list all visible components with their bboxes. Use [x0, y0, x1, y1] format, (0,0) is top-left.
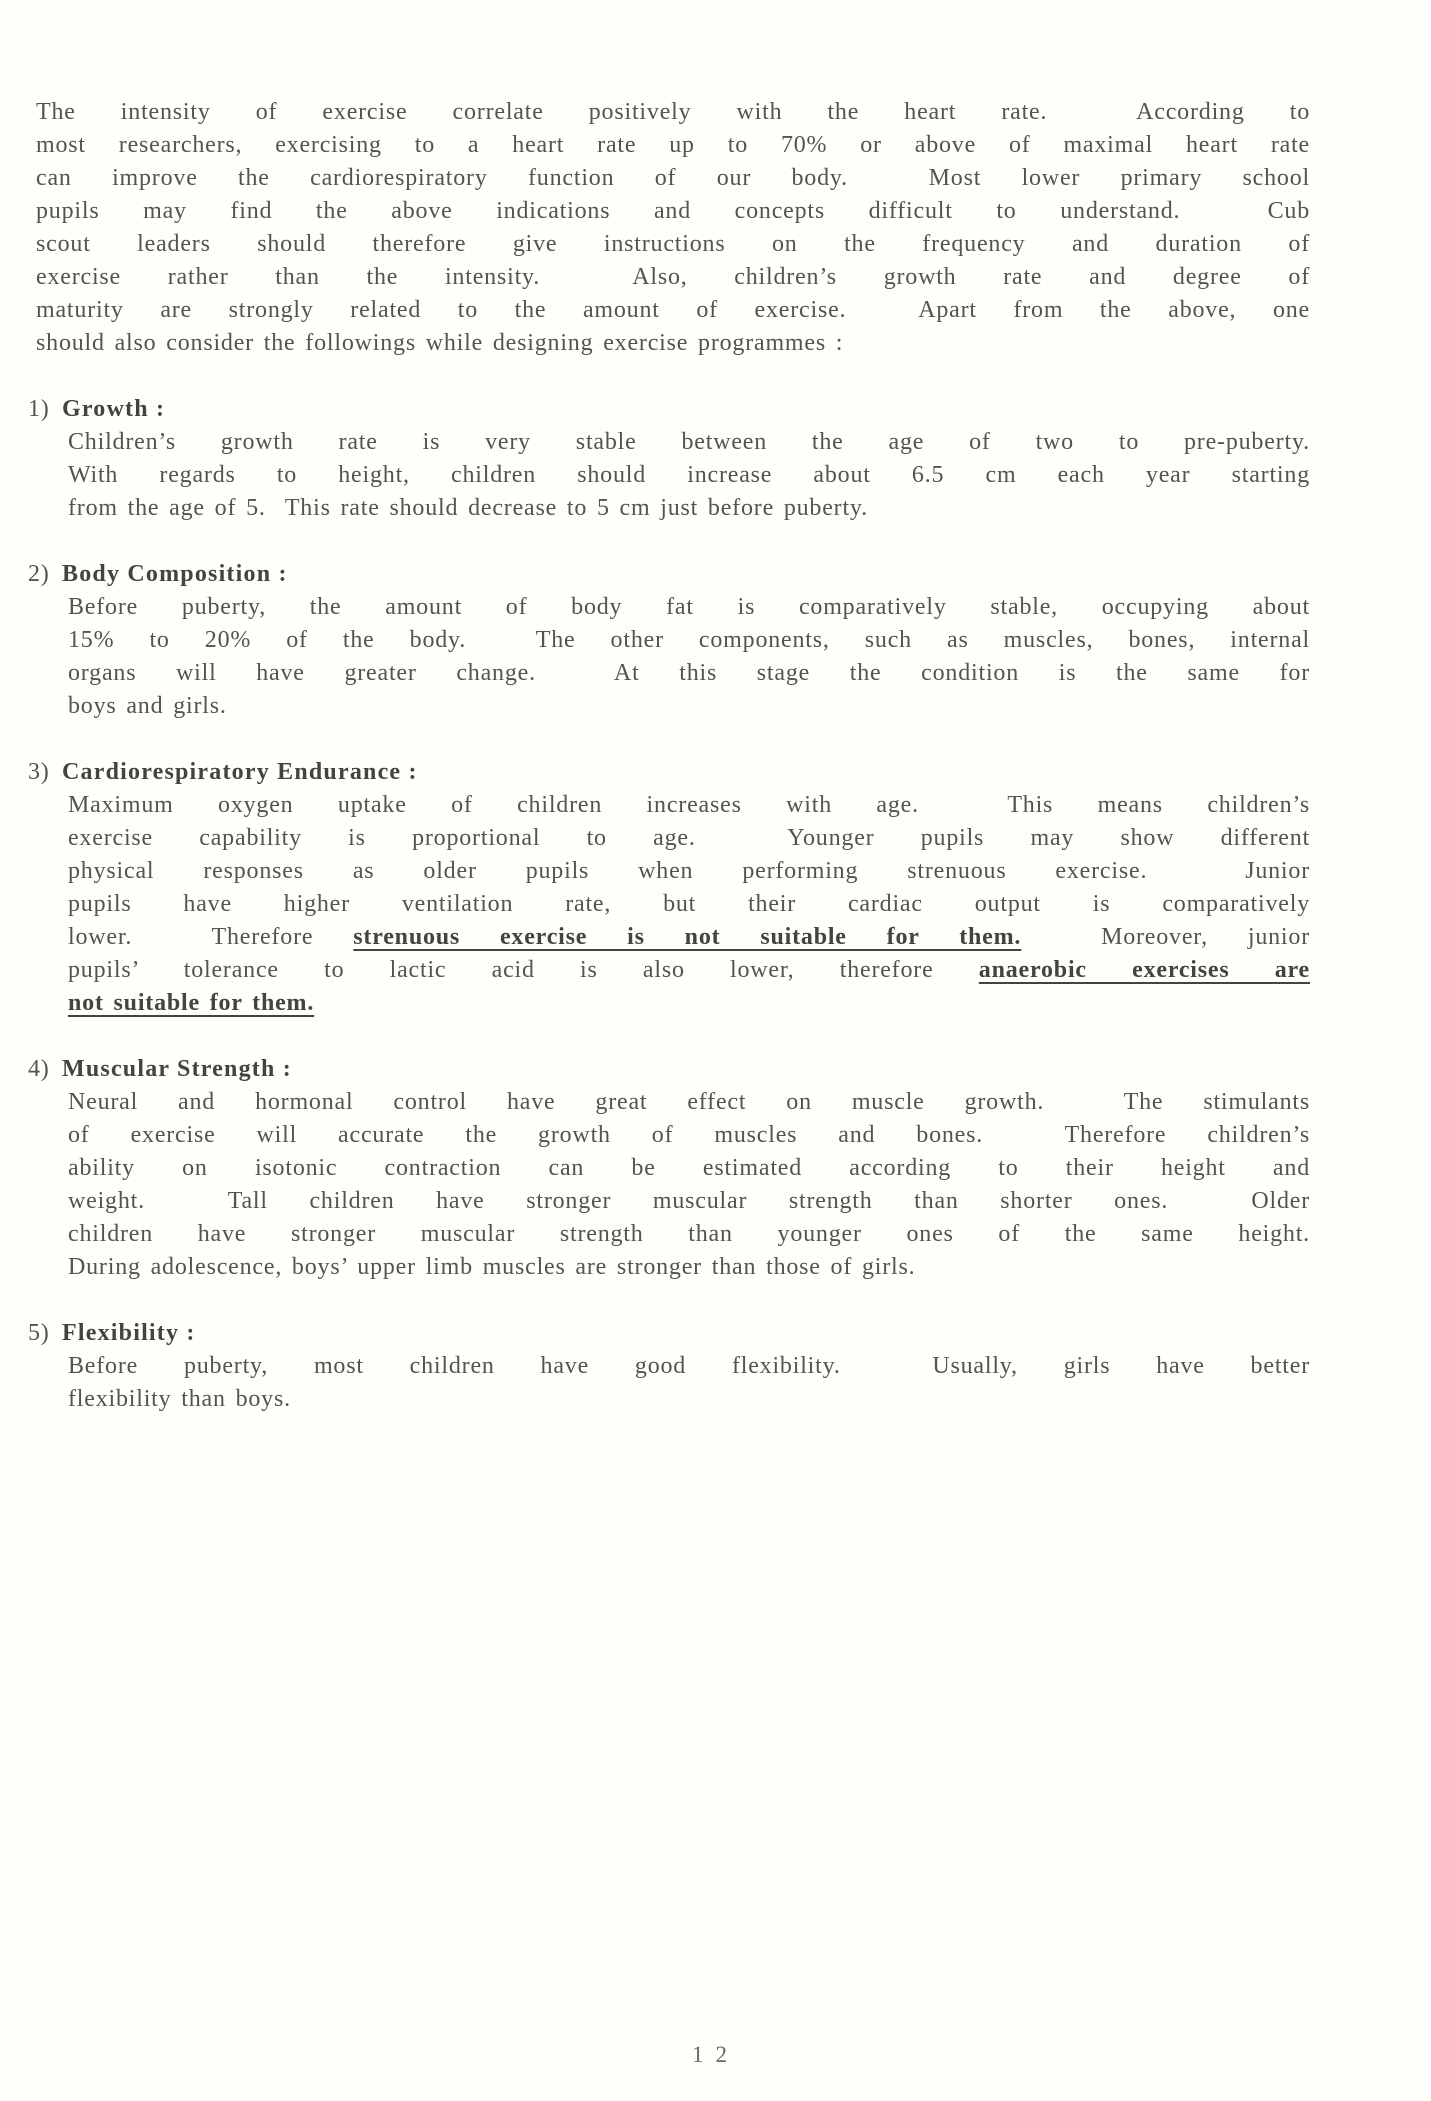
text-line: scout leaders should therefore give instructions on the frequency and duration of — [36, 231, 1310, 257]
section-body-composition — [28, 558, 1310, 723]
content-column — [28, 96, 1311, 1416]
text-line: During adolescence, boys’ upper limb muscles are stronger than those of girls. — [68, 1254, 916, 1280]
text-line: pupils have higher ventilation rate, but their cardiac output is comparatively — [68, 891, 1310, 917]
text-line — [68, 954, 1310, 987]
text-line: With regards to height, children should increase about 6.5 cm each year starting — [68, 462, 1310, 488]
text-line: The intensity of exercise correlate positively with the heart rate. According to — [36, 99, 1310, 125]
text-line: pupils may find the above indications and concepts difficult to understand. Cub — [36, 198, 1310, 224]
section-number: 1) — [28, 396, 50, 422]
text-line: Children’s growth rate is very stable between the age of two to pre-puberty. — [68, 429, 1310, 455]
section-heading — [28, 1053, 1310, 1086]
section-body — [68, 426, 1310, 525]
section-body — [68, 1086, 1310, 1284]
text-line: can improve the cardiorespiratory function of our body. Most lower primary school — [36, 165, 1310, 191]
section-number: 4) — [28, 1056, 50, 1082]
text-segment: Moreover, junior — [1021, 924, 1310, 950]
text-line: children have stronger muscular strength than younger ones of the same height. — [68, 1221, 1310, 1247]
section-flexibility — [28, 1317, 1310, 1416]
text-line — [68, 921, 1310, 954]
text-line: physical responses as older pupils when performing strenuous exercise. Junior — [68, 858, 1310, 884]
section-title: Body Composition : — [62, 561, 288, 587]
text-line — [68, 987, 1310, 1020]
section-heading — [28, 558, 1310, 591]
section-cardiorespiratory-endurance — [28, 756, 1311, 1020]
section-muscular-strength — [28, 1053, 1310, 1284]
text-line: from the age of 5. This rate should decrease to 5 cm just before puberty. — [68, 495, 868, 521]
text-line: exercise rather than the intensity. Also, children’s growth rate and degree of — [36, 264, 1310, 290]
text-line: 15% to 20% of the body. The other components, such as muscles, bones, internal — [68, 627, 1310, 653]
text-line: flexibility than boys. — [68, 1386, 291, 1412]
text-line: exercise capability is proportional to age. Younger pupils may show different — [68, 825, 1310, 851]
sections-list — [28, 393, 1311, 1416]
text-segment: lower. Therefore — [68, 924, 354, 950]
underlined-phrase: anaerobic exercises are — [978, 957, 1311, 983]
text-line: organs will have greater change. At this stage the condition is the same for — [68, 660, 1310, 686]
section-body — [68, 591, 1310, 723]
section-heading — [28, 393, 1310, 426]
text-line: Before puberty, the amount of body fat is comparatively stable, occupying about — [68, 594, 1310, 620]
section-number: 2) — [28, 561, 50, 587]
section-heading — [28, 756, 1310, 789]
text-line: most researchers, exercising to a heart rate up to 70% or above of maximal heart rate — [36, 132, 1310, 158]
text-line: maturity are strongly related to the amount of exercise. Apart from the above, one — [36, 297, 1310, 323]
section-number: 5) — [28, 1320, 50, 1346]
page-number: 12 — [692, 2042, 739, 2067]
section-heading — [28, 1317, 1310, 1350]
section-title: Growth : — [62, 396, 166, 422]
text-line: Before puberty, most children have good flexibility. Usually, girls have better — [68, 1353, 1310, 1379]
underlined-phrase: strenuous exercise is not suitable for them. — [353, 924, 1022, 950]
text-line: should also consider the followings while designing exercise programmes : — [36, 330, 844, 356]
section-title: Flexibility : — [62, 1320, 196, 1346]
section-title: Cardiorespiratory Endurance : — [62, 759, 418, 785]
text-line: boys and girls. — [68, 693, 227, 719]
text-line: of exercise will accurate the growth of muscles and bones. Therefore children’s — [68, 1122, 1310, 1148]
text-segment: pupils’ tolerance to lactic acid is also lower, therefore — [68, 957, 979, 983]
intro-paragraph — [36, 96, 1310, 360]
section-title: Muscular Strength : — [62, 1056, 292, 1082]
text-line: weight. Tall children have stronger muscular strength than shorter ones. Older — [68, 1188, 1310, 1214]
text-line: Maximum oxygen uptake of children increases with age. This means children’s — [68, 792, 1310, 818]
underlined-phrase: not suitable for them. — [68, 990, 315, 1016]
section-number: 3) — [28, 759, 50, 785]
text-line: ability on isotonic contraction can be estimated according to their height and — [68, 1155, 1310, 1181]
section-body — [68, 789, 1310, 1020]
section-body — [68, 1350, 1310, 1416]
section-growth — [28, 393, 1310, 525]
text-line: Neural and hormonal control have great effect on muscle growth. The stimulants — [68, 1089, 1310, 1115]
